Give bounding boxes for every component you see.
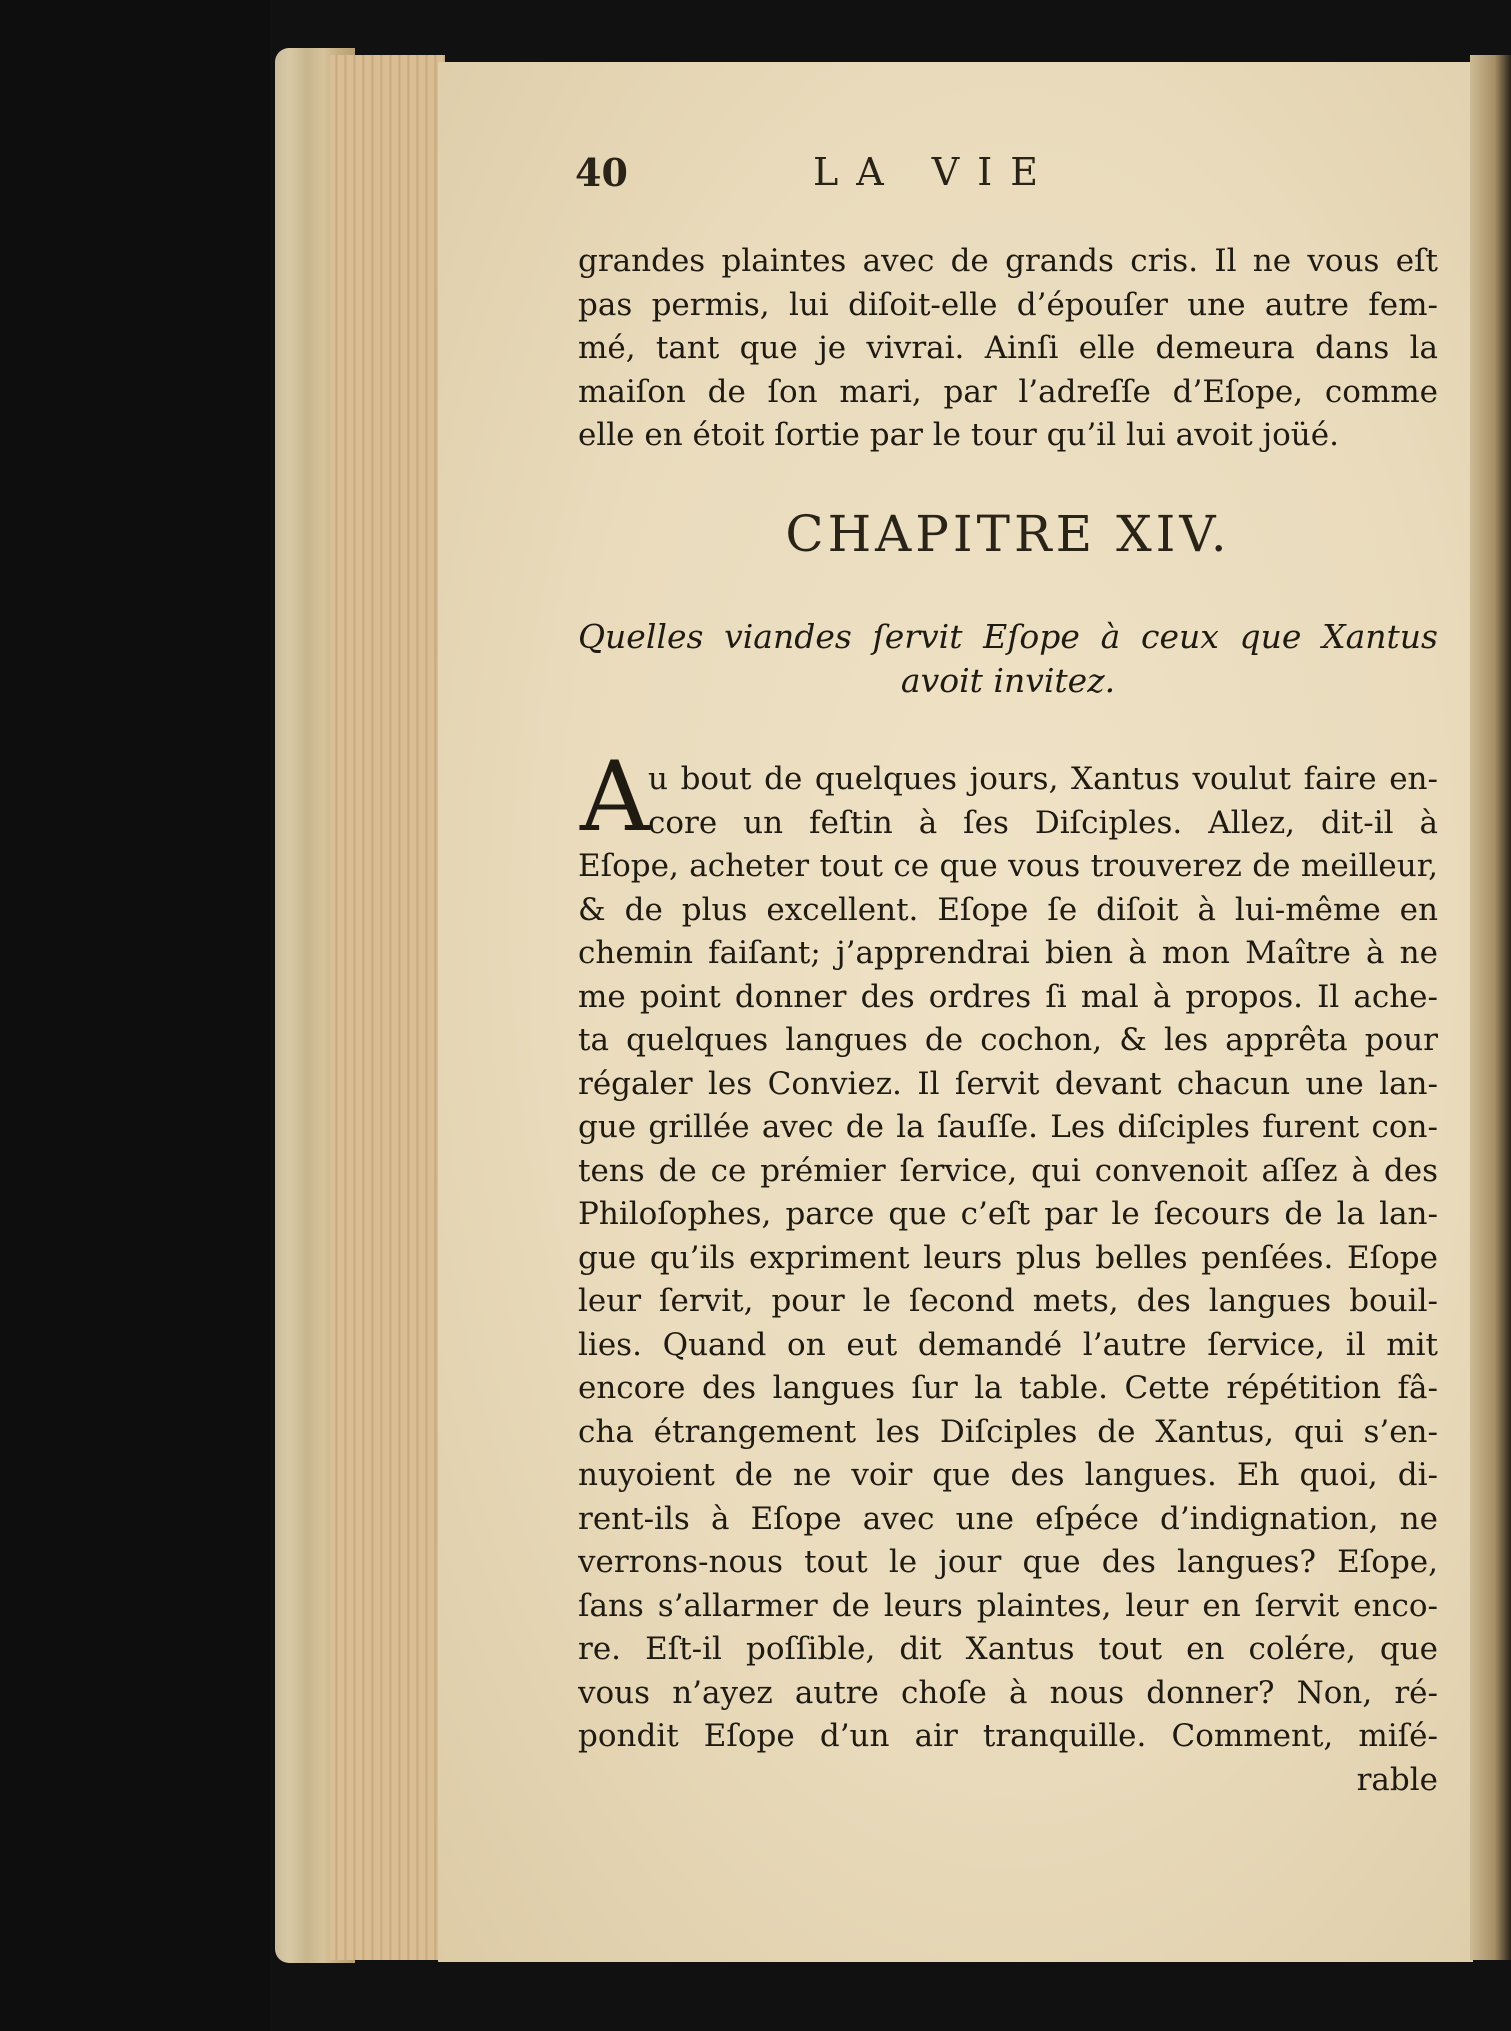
page-header: [575, 150, 1115, 200]
drop-capital: A: [580, 741, 650, 853]
catchword: rable: [1356, 1761, 1438, 1798]
text-line: mé, tant que je vivrai. Ainſi elle demeura dans la: [578, 330, 1438, 366]
running-title: LA VIE: [813, 150, 1056, 194]
capped-lines: [648, 758, 1438, 845]
text-line: chemin faiſant; j’apprendrai bien à mon Maître à ne: [578, 935, 1438, 971]
text-line: gue qu’ils expriment leurs plus belles penſées. Eſope: [578, 1239, 1438, 1276]
text-line: leur ſervit, pour le ſecond mets, des langues bouil-: [578, 1283, 1438, 1319]
text-line: ſans s’allarmer de leurs plaintes, leur en ſervit enco-: [578, 1587, 1438, 1624]
text-line: pondit Eſope d’un air tranquille. Comment, miſé-: [578, 1718, 1438, 1754]
text-line: tens de ce prémier ſervice, qui convenoit aſſez à des: [578, 1152, 1438, 1189]
chapter-heading: CHAPITRE XIV.: [785, 505, 1231, 563]
text-line: gue grillée avec de la ſauſſe. Les diſciples furent con-: [578, 1109, 1438, 1145]
page-stack-edges: [330, 55, 445, 1960]
text-line: ta quelques langues de cochon, & les apprêta pour: [578, 1022, 1438, 1058]
text-line: nuyoient de ne voir que des langues. Eh quoi, di-: [578, 1457, 1438, 1493]
text-line: u bout de quelques jours, Xantus voulut faire en-: [648, 761, 1438, 797]
text-line: vous n’ayez autre choſe à nous donner? Non, ré-: [578, 1674, 1438, 1711]
text-line: verrons-nous tout le jour que des langues? Eſope,: [578, 1544, 1438, 1580]
text-line: cha étrangement les Diſciples de Xantus, qui s’en-: [578, 1413, 1438, 1450]
text-line: lies. Quand on eut demandé l’autre ſervice, il mit: [578, 1326, 1438, 1363]
background-shadow: [0, 0, 270, 2031]
body-paragraph: [578, 845, 1438, 1802]
text-line: maiſon de ſon mari, par l’adreſſe d’Eſope, comme: [578, 373, 1438, 410]
text-line: & de plus excellent. Eſope ſe diſoit à lui-même en: [578, 891, 1438, 928]
page-number: 40: [575, 150, 628, 195]
text-line: me point donner des ordres ſi mal à propos. Il ache-: [578, 978, 1438, 1015]
text-line: Philoſophes, parce que c’eſt par le ſecours de la lan-: [578, 1196, 1438, 1232]
text-line: pas permis, lui diſoit-elle d’épouſer une autre fem-: [578, 286, 1438, 323]
text-line: elle en étoit ſortie par le tour qu’il lui avoit joüé.: [578, 417, 1339, 453]
chapter-subtitle: [578, 615, 1438, 703]
page-gutter: [1470, 55, 1511, 1960]
text-line: rent-ils à Eſope avec une eſpéce d’indignation, ne: [578, 1500, 1438, 1537]
text-line: grandes plaintes avec de grands cris. Il ne vous eſt: [578, 243, 1438, 279]
text-line: re. Eſt-il poſſible, dit Xantus tout en colére, que: [578, 1631, 1438, 1667]
subtitle-line: Quelles viandes ſervit Eſope à ceux que Xantus: [578, 617, 1438, 656]
intro-paragraph: [578, 240, 1438, 458]
text-line: core un feſtin à ſes Diſciples. Allez, dit-il à: [648, 804, 1438, 841]
subtitle-line: avoit invitez.: [900, 661, 1116, 700]
text-line: encore des langues ſur la table. Cette répétition fâ-: [578, 1370, 1438, 1406]
text-line: Eſope, acheter tout ce que vous trouverez de meilleur,: [578, 848, 1438, 884]
text-line: régaler les Conviez. Il ſervit devant chacun une lan-: [578, 1065, 1438, 1102]
